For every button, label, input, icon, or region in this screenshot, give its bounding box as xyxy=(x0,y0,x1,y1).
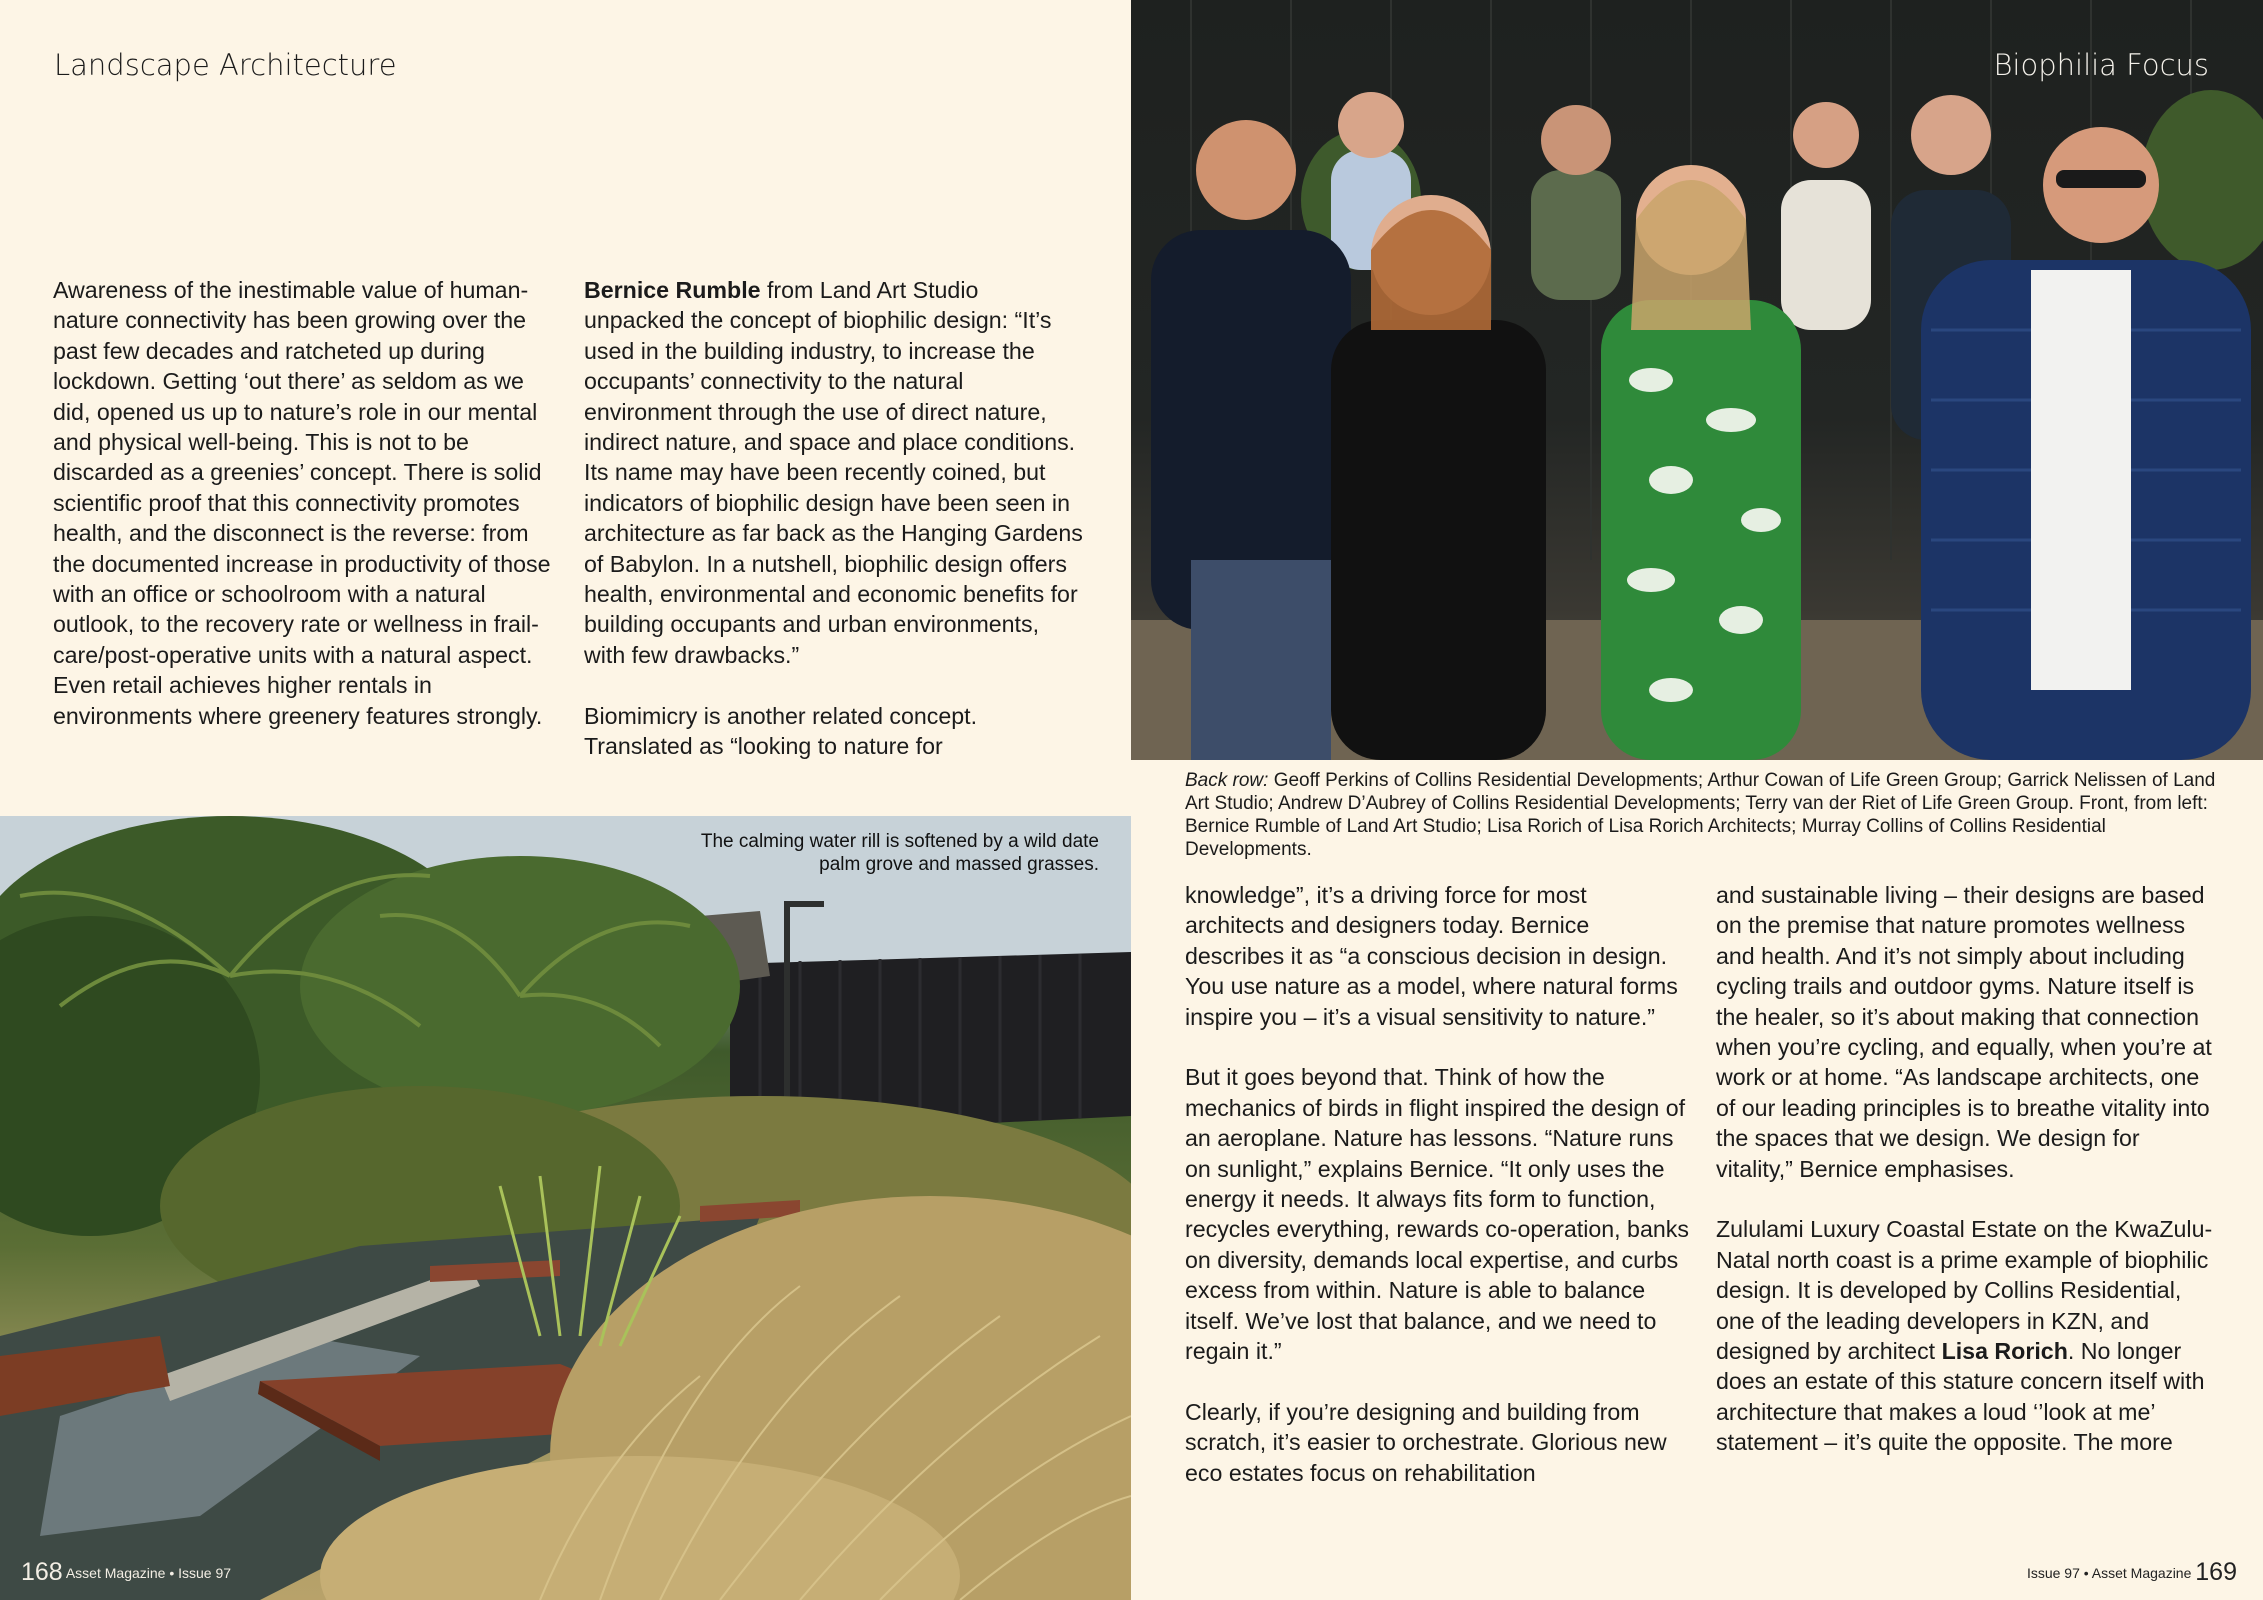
team-group-photo xyxy=(1131,0,2263,760)
caption-text: Geoff Perkins of Collins Residential Developments; Arthur Cowan of Life Green Group; Garrick Nelissen of Land Art Studio; Andrew D’Aubrey of Collins Residential Developments; Terry van der Riet of Life Green Group. Front, from left: Bernice Rumble of Land Art Studio; Lisa Rorich of Lisa Rorich Architects; Murray Collins of Collins Residential Developments. xyxy=(1185,770,2216,860)
paragraph: Clearly, if you’re designing and building from scratch, it’s easier to orchestrate. Glorious new eco estates focus on rehabilitation xyxy=(1185,1398,1667,1486)
folio-text: Issue 97 • Asset Magazine xyxy=(2026,1565,2192,1581)
section-label-right: Biophilia Focus xyxy=(1993,48,2209,82)
paragraph xyxy=(584,275,1084,670)
page-number: 169 xyxy=(2195,1558,2237,1586)
page-number: 168 xyxy=(21,1558,63,1586)
paragraph-text: Zululami Luxury Coastal Estate on the KwaZulu-Natal north coast is a prime example of biophilic design. It is developed by Collins Residential, one of the leading developers in KZN, and designed by architect xyxy=(1716,1216,2213,1365)
article-column-2 xyxy=(584,275,1084,761)
person-name-bernice: Bernice Rumble xyxy=(584,277,761,303)
paragraph: knowledge”, it’s a driving force for most architects and designers today. Bernice describes it as “a conscious decision in design. You use nature as a model, where natural forms inspire you – it’s a visual sensitivity to nature.” xyxy=(1185,882,1678,1030)
folio-left xyxy=(21,1558,231,1587)
paragraph-text: . No longer does an estate of this stature concern itself with architecture that makes a loud ‘’look at me’ statement – it’s quite the opposite. The more xyxy=(1716,1338,2205,1456)
team-photo-illustration xyxy=(1131,0,2263,760)
article-column-3 xyxy=(1185,880,1690,1488)
paragraph-text: from Land Art Studio unpacked the concept of biophilic design: “It’s used in the building industry, to increase the occupants’ connectivity to the natural environment through the use of direct nature, indirect nature, and space and place conditions. Its name may have been recently coined, but indicators of biophilic design have been seen in architecture as far back as the Hanging Gardens of Babylon. In a nutshell, biophilic design offers health, environmental and economic benefits for building occupants and urban environments, with few drawbacks.” xyxy=(584,277,1083,668)
team-photo-caption xyxy=(1185,769,2225,861)
article-column-1 xyxy=(53,275,553,731)
garden-photo-illustration xyxy=(0,816,1131,1600)
paragraph: Biomimicry is another related concept. Translated as “looking to nature for xyxy=(584,702,978,760)
paragraph: and sustainable living – their designs are based on the premise that nature promotes wellness and health. And it’s not simply about including cycling trails and outdoor gyms. Nature itself is the healer, so it’s about making that connection when you’re cycling, and equally, when you’re at work or at home. “As landscape architects, one of our leading principles is to breathe vitality into the spaces that we design. We design for vitality,” Bernice emphasises. xyxy=(1716,882,2212,1182)
section-label-left: Landscape Architecture xyxy=(54,48,397,82)
paragraph xyxy=(1716,1214,2221,1457)
folio-text: Asset Magazine • Issue 97 xyxy=(65,1565,232,1581)
paragraph: Awareness of the inestimable value of human-nature connectivity has been growing over the past few decades and ratcheted up during lockdown. Getting ‘out there’ as seldom as we did, opened us up to nature’s role in our mental and physical well-being. This is not to be discarded as a greenies’ concept. There is solid scientific proof that this connectivity promotes health, and the disconnect is the reverse: from the documented increase in productivity of those with an office or schoolroom with a natural outlook, to the recovery rate or wellness in frail-care/post-operative units with a natural aspect. Even retail achieves higher rentals in environments where greenery features strongly. xyxy=(53,277,551,729)
garden-photo-caption: The calming water rill is softened by a wild date palm grove and massed grasses. xyxy=(700,831,1099,875)
article-column-4 xyxy=(1716,880,2221,1458)
garden-water-rill-photo xyxy=(0,816,1131,1600)
person-name-lisa: Lisa Rorich xyxy=(1941,1338,2068,1365)
paragraph: But it goes beyond that. Think of how the mechanics of birds in flight inspired the design of an aeroplane. Nature has lessons. “Nature runs on sunlight,” explains Bernice. “It only uses the energy it needs. It always fits form to function, recycles everything, rewards co-operation, banks on diversity, demands local expertise, and curbs excess from within. Nature is able to balance itself. We’ve lost that balance, and we need to regain it.” xyxy=(1185,1064,1689,1365)
folio-right xyxy=(2027,1558,2237,1587)
caption-lead: Back row: xyxy=(1185,770,1269,791)
